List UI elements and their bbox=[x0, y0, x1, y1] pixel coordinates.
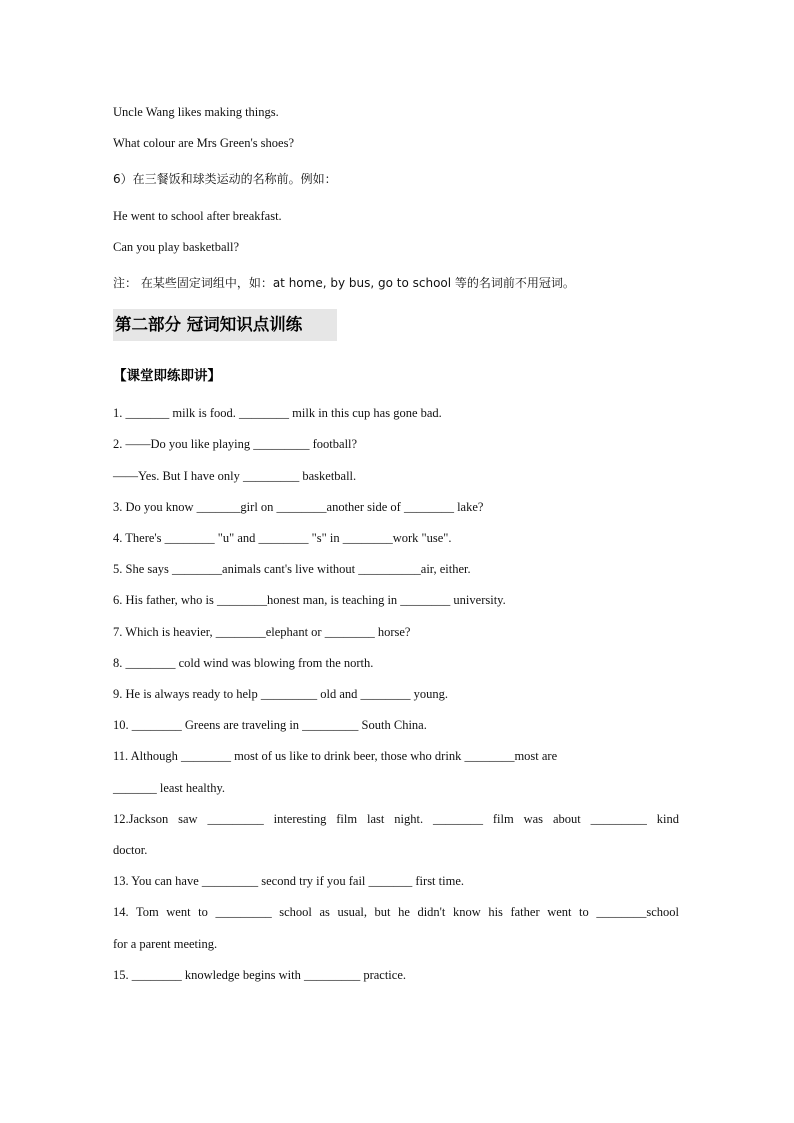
exercise-line: doctor. bbox=[113, 843, 148, 857]
exercise-line: 11. Although ________ most of us like to drink beer, those who drink ________most are bbox=[113, 749, 558, 763]
exercise-line: 2. ——Do you like playing _________ football? bbox=[113, 437, 358, 451]
exercise-line: 10. ________ Greens are traveling in _________ South China. bbox=[113, 718, 427, 732]
exercise-line: 9. He is always ready to help _________ old and ________ young. bbox=[113, 687, 449, 701]
example-sentence: What colour are Mrs Green's shoes? bbox=[113, 136, 295, 150]
exercise-heading: 【课堂即练即讲】 bbox=[113, 368, 221, 384]
exercise-line: 14. Tom went to _________ school as usual, but he didn't know his father went to ________school bbox=[113, 905, 679, 919]
exercise-line: 5. She says ________animals cant's live without __________air, either. bbox=[113, 562, 471, 576]
exercise-line: _______ least healthy. bbox=[113, 781, 226, 795]
exercise-line: 8. ________ cold wind was blowing from the north. bbox=[113, 656, 374, 670]
example-sentence: He went to school after breakfast. bbox=[113, 209, 282, 223]
example-sentence: Uncle Wang likes making things. bbox=[113, 105, 279, 119]
exercise-line: 4. There's ________ "u" and ________ "s" in ________work "use". bbox=[113, 531, 452, 545]
exercise-line: 12.Jackson saw _________ interesting film last night. ________ film was about _________ kind bbox=[113, 812, 679, 826]
exercise-line: ——Yes. But I have only _________ basketball. bbox=[113, 469, 357, 483]
section-heading bbox=[113, 309, 337, 341]
exercise-line: 1. _______ milk is food. ________ milk in this cup has gone bad. bbox=[113, 406, 442, 420]
example-sentence: Can you play basketball? bbox=[113, 240, 240, 254]
rule-point: 6）在三餐饭和球类运动的名称前。例如： bbox=[113, 172, 337, 186]
exercise-line: 7. Which is heavier, ________elephant or ________ horse? bbox=[113, 625, 411, 639]
note-line: 注： 在某些固定词组中，如：at home, by bus, go to school 等的名词前不用冠词。 bbox=[113, 276, 575, 290]
exercise-line: 15. ________ knowledge begins with _________ practice. bbox=[113, 968, 407, 982]
exercise-line: 13. You can have _________ second try if you fail _______ first time. bbox=[113, 874, 464, 888]
exercise-line: for a parent meeting. bbox=[113, 937, 218, 951]
section-title: 第二部分 冠词知识点训练 bbox=[115, 315, 303, 334]
exercise-line: 3. Do you know _______girl on ________another side of ________ lake? bbox=[113, 500, 484, 514]
exercise-line: 6. His father, who is ________honest man, is teaching in ________ university. bbox=[113, 593, 506, 607]
